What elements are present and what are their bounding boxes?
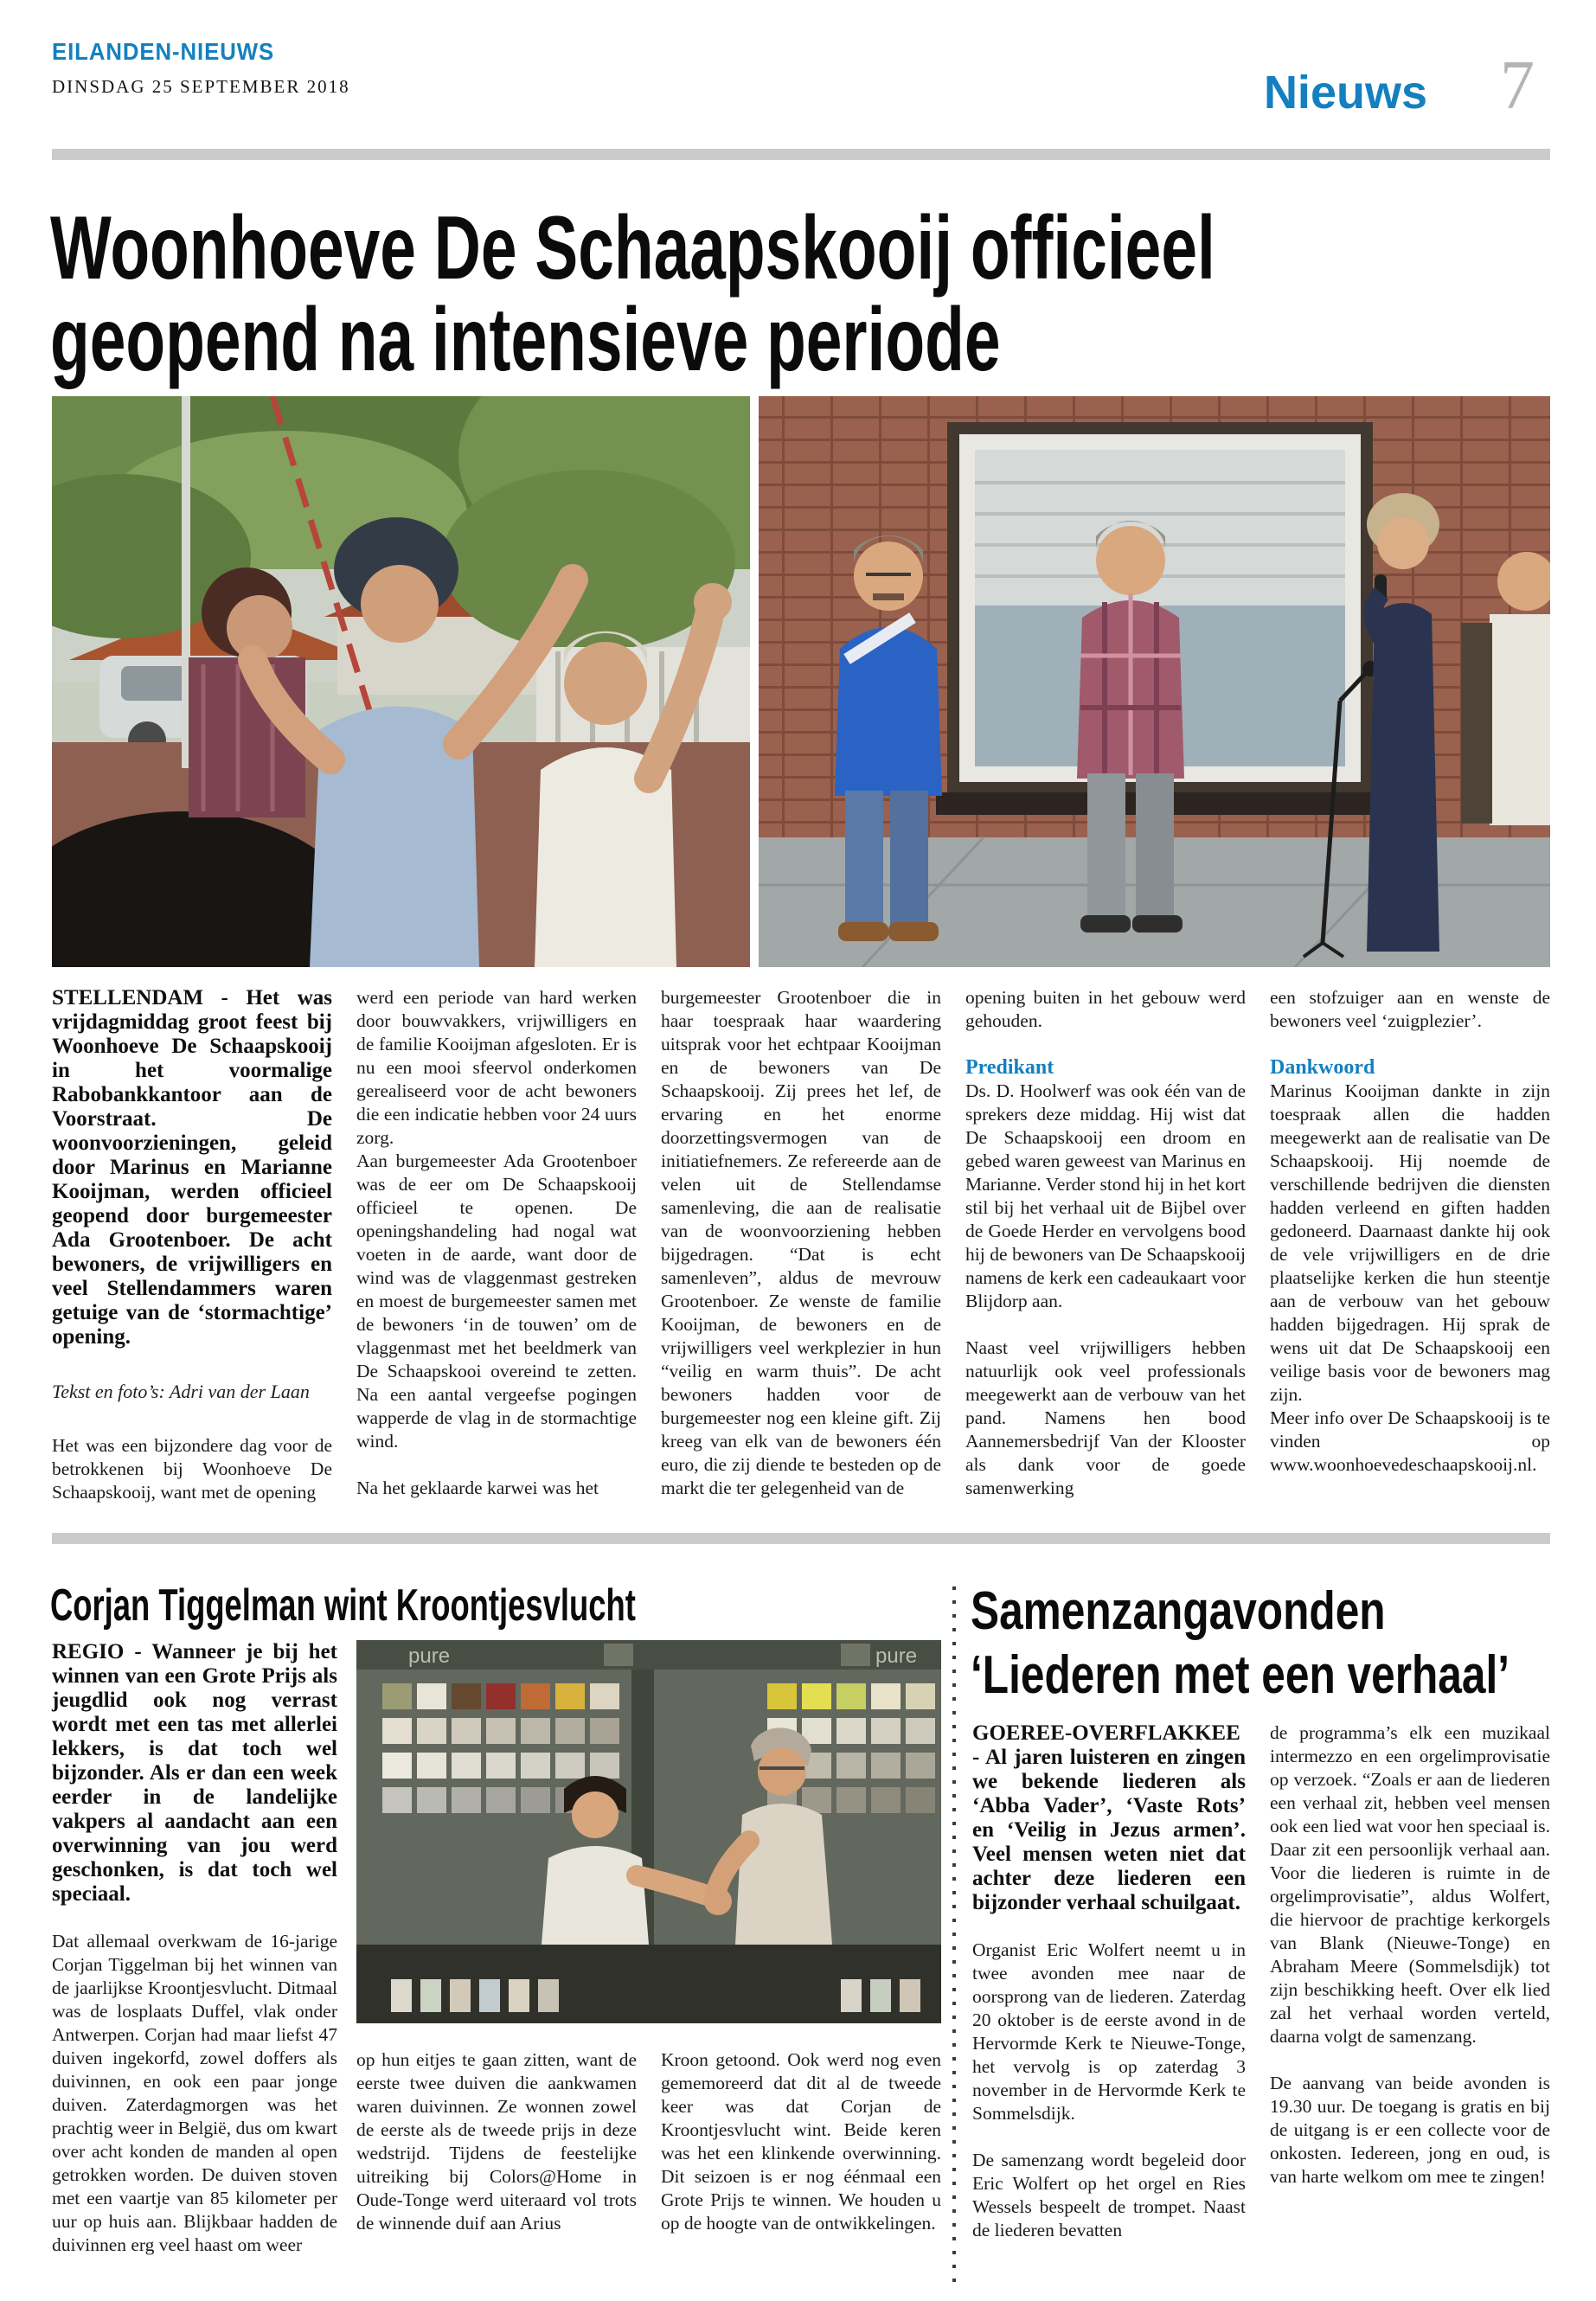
article-paragraph: een stofzuiger aan en wenste de bewoners veel ‘zuigplezier’. [1270, 987, 1550, 1031]
article-paragraph: Organist Eric Wolfert neemt u in twee avonden mee naar de oorsprong van de liederen. Zaterdag 20 oktober is de eerste avond in de Hervormde Kerk te Nieuwe-Tonge, het vervolg is op zaterdag 3 november in de Hervormde Kerk te Sommelsdijk. [972, 1939, 1246, 2124]
section-title: Nieuws [1263, 67, 1427, 119]
photo-brand-text-right: pure [875, 1644, 918, 1668]
article-paragraph: De samenzang wordt begeleid door Eric Wolfert op het orgel en Ries Wessels bespeelt de trompet. Naast de liederen bevatten [972, 2150, 1246, 2240]
main-photo-left [52, 396, 750, 967]
article-paragraph: Marinus Kooijman dankte in zijn toespraak allen die hadden meegewerkt aan de realisatie van De Schaapskooij. Hij noemde de verschillende bedrijven die diensten hadden verleend en giften hadden gedoneerd. Daarnaast dankte hij ook de vele vrijwilligers en de drie plaatselijke kerken die hun steentje aan de verbouw van het gebouw hadden bijgedragen. Hij sprak de wens uit dat De Schaapskooij een veilige basis voor de bewoners mag zijn. [1270, 1080, 1550, 1405]
speech-photo-illustration [759, 396, 1550, 967]
article-paragraph: Dat allemaal overkwam de 16-jarige Corjan Tiggelman bij het winnen van de jaarlijkse Kroontjesvlucht. Ditmaal was de losplaats Duffel, vlak onder Antwerpen. Corjan had maar liefst 47 duiven ingekorfd, zowel doffers als duivinnen, en ook een paar jonge duiven. Zaterdagmorgen was het prachtig weer in België, dus om kwart over acht konden de manden al open getrokken worden. De duiven stoven met een vaartje van 85 kilometer per uur op huis aan. Blijkbaar hadden de duivinnen erg veel haast om weer [52, 1931, 337, 2255]
article-column-4 [965, 986, 1246, 1500]
article-subhead: Predikant [965, 1056, 1054, 1079]
newspaper-logo: EILANDEN-NIEUWS [52, 38, 275, 65]
edition-date: DINSDAG 25 SEPTEMBER 2018 [52, 76, 350, 97]
article-paragraph: Meer info over De Schaapskooij is te vinden op www.woonhoevedeschaapskooij.nl. [1270, 1407, 1550, 1475]
article-paragraph: Ds. D. Hoolwerf was ook één van de sprekers deze middag. Hij wist dat De Schaapskooij een droom en gebed waren geweest van Marinus en Marianne. Verder stond hij in het kort stil bij het verhaal uit de Bijbel over de Goede Herder en vervolgens bood hij de bewoners van De Schaapskooij namens de kerk een cadeaukaart voor Blijdorp aan. [965, 1080, 1246, 1311]
article-paragraph: burgemeester Grootenboer die in haar toespraak haar waardering uitsprak voor het echtpaar Kooijman en de bewoners van De Schaapskooij. Zij prees het lef, de ervaring en het enorme doorzettingsvermogen van de initiatiefnemers. Ze refereerde aan de velen uit de Stellendamse samenleving, die aan de realisatie van de woonvoorziening hebben bijgedragen. “Dat is echt samenleven”, aldus de mevrouw Grootenboer. Ze wenste de familie Kooijman, de bewoners en de vrijwilligers veel werkplezier in hun “veilig en warm thuis”. De acht bewoners hadden voor de burgemeester nog een kleine gift. Zij kreeg van elk van de bewoners één euro, die zij diende te besteden op de markt die ter gelegenheid van de [661, 987, 941, 1498]
main-headline [50, 198, 1596, 390]
photo-credit: Tekst en foto’s: Adri van der Laan [52, 1381, 310, 1402]
article-column-1 [52, 986, 332, 1504]
main-headline-line1: Woonhoeve De Schaapskooij officieel [50, 198, 1215, 298]
article-lead: GOEREE-OVERFLAKKEE - Al jaren luisteren en zingen we bekende liederen als ‘Abba Vader’, ‘Vaste Rots’ en ‘Veilig in Jezus armen’. Veel mensen weten niet dat achter deze liederen een bijzonder verhaal schuilgaat. [972, 1721, 1246, 1914]
pigeon-article-column-1 [52, 1640, 337, 2257]
singing-article-column-2 [1270, 1721, 1550, 2189]
article-paragraph: Naast veel vrijwilligers hebben natuurlijk ook veel professionals meegewerkt aan de verbouw van het pand. Namens hen bood Aannemersbedrijf Van der Klooster als dank voor de goede samenwerking [965, 1337, 1246, 1498]
top-divider-bar [52, 149, 1550, 160]
singing-article-headline [971, 1580, 1596, 1708]
article-paragraph: De aanvang van beide avonden is 19.30 uur. De toegang is gratis en bij de uitgang is er een collecte voor de onkosten. Iedereen, jong en oud, is van harte welkom om mee te zingen! [1270, 2073, 1550, 2187]
singing-article-column-1 [972, 1721, 1246, 2242]
pigeon-article-column-3 [661, 2048, 941, 2235]
article-paragraph: Het was een bijzondere dag voor de betrokkenen bij Woonhoeve De Schaapskooij, want met de opening [52, 1435, 332, 1503]
article-paragraph: Na het geklaarde karwei was het [356, 1477, 599, 1498]
article-column-5 [1270, 986, 1550, 1477]
singing-headline-line1: Samenzangavonden [971, 1581, 1386, 1641]
article-column-2 [356, 986, 637, 1500]
prize-ceremony-photo-illustration [356, 1640, 941, 2023]
main-headline-line2: geopend na intensieve periode [50, 290, 1001, 390]
opening-flagpole-photo-illustration [52, 396, 750, 967]
middle-divider-bar [52, 1533, 1550, 1544]
article-paragraph: Kroon getoond. Ook werd nog even gememoreerd dat dit al de tweede keer was dat Corjan de Kroontjesvlucht wint. Beide keren was het een klinkende overwinning. Dit seizoen is er nog éénmaal een Grote Prijs te winnen. We houden u op de hoogte van de ontwikkelingen. [661, 2049, 941, 2234]
main-photo-right [759, 396, 1550, 967]
photo-brand-text-left: pure [408, 1644, 451, 1668]
article-paragraph: de programma’s elk een muzikaal intermezzo en een orgelimprovisatie op verzoek. “Zoals er aan de liederen een verhaal zit, hebben veel mensen ook een lied wat voor hen speciaal is. Daar zit een persoonlijk verhaal aan. Voor die liederen is ruimte in de orgelimprovisatie”, aldus Wolfert, die hiervoor de prachtige kerkorgels van Blank (Nieuwe-Tonge) en Abraham Meere (Sommelsdijk) tot zijn beschikking heeft. Over elk lied zal het verhaal worden verteld, daarna volgt de samenzang. [1270, 1722, 1550, 2047]
pigeon-article-photo [356, 1640, 941, 2023]
dotted-column-separator [952, 1586, 956, 2284]
pigeon-article-column-2 [356, 2048, 637, 2235]
article-paragraph: werd een periode van hard werken door bouwvakkers, vrijwilligers en de familie Kooijman afgesloten. Er is nu een mooi sfeervol onderkomen gerealiseerd voor de acht bewoners die een indicatie hebben voor 24 uurs zorg. [356, 987, 637, 1148]
article-column-3 [661, 986, 941, 1500]
article-paragraph: op hun eitjes te gaan zitten, want de eerste twee duiven die aankwamen waren duivinnen. Ze wonnen zowel de eerste als de tweede prijs in deze wedstrijd. Tijdens de feestelijke uitreiking bij Colors@Home in Oude-Tonge werd uiteraard vol trots de winnende duif aan Arius [356, 2049, 637, 2234]
page-number: 7 [1500, 48, 1535, 124]
article-paragraph: Aan burgemeester Ada Grootenboer was de eer om De Schaapskooij officieel te openen. De openingshandeling had nogal wat voeten in de aarde, want door de wind was de vlaggenmast gestreken en moest de burgemeester samen met de bewoners ‘in de touwen’ om de vlaggenmast met het beeldmerk van De Schaapskooi overeind te zetten. Na een aantal vergeefse pogingen wapperde de vlag in de stormachtige wind. [356, 1150, 637, 1452]
article-paragraph: opening buiten in het gebouw werd gehouden. [965, 987, 1246, 1031]
pigeon-article-headline: Corjan Tiggelman wint Kroontjesvlucht [50, 1580, 636, 1631]
singing-headline-line2: ‘Liederen met een verhaal’ [971, 1645, 1510, 1705]
article-lead: STELLENDAM - Het was vrijdagmiddag groot feest bij Woonhoeve De Schaapskooij in het voormalige Rabobankkantoor aan de Voorstraat. De woonvoorzieningen, geleid door Marinus en Marianne Kooijman, werden officieel geopend door burgemeester Ada Grootenboer. De acht bewoners, de vrijwilligers en veel Stellendammers waren getuige van de ‘stormachtige’ opening. [52, 986, 332, 1349]
article-subhead: Dankwoord [1270, 1056, 1375, 1079]
article-lead: REGIO - Wanneer je bij het winnen van een Grote Prijs als jeugdlid ook nog verrast wordt met een tas met allerlei lekkers, is dat toch wel bijzonder. Als er dan een week eerder in de landelijke vakpers al aandacht aan een overwinning van jou werd geschonken, is dat toch wel speciaal. [52, 1640, 337, 1906]
